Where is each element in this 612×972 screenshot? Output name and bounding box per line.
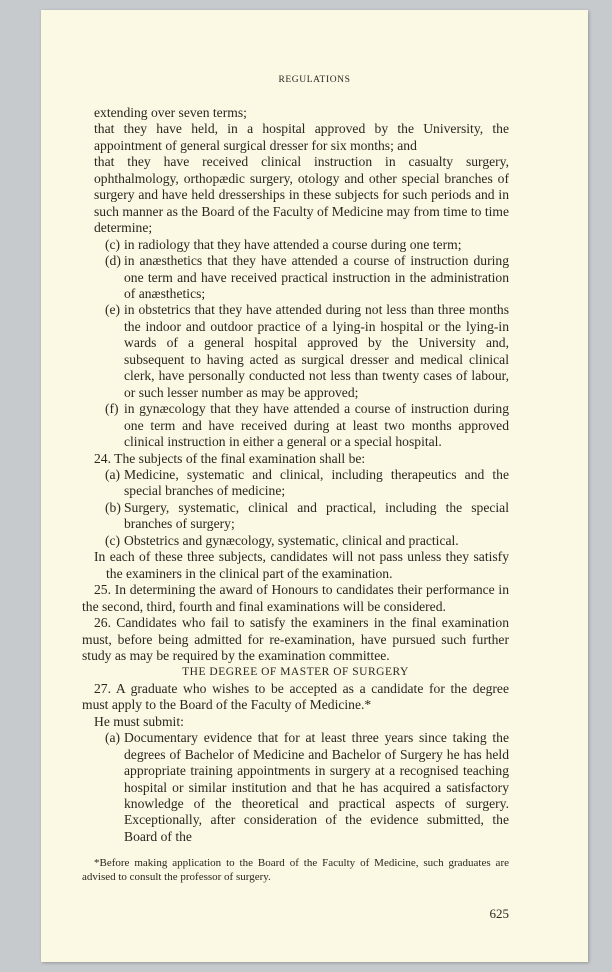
list-item-24b-surgery: [82, 500, 509, 533]
list-marker: (a): [105, 730, 121, 746]
list-item-text: Documentary evidence that for at least three years since taking the degrees of Bachelor of Medicine and Bachelor of Surgery he has held appropriate training appointments in surgery at a recognised teaching hospital or similar institution and that he has acquired a satisfactory knowledge of the theoretical and practical aspects of surgery. Exceptionally, after consideration of the evidence submitted, the Board of the: [124, 730, 509, 844]
list-item-text: in anæsthetics that they have attended a course of instruction during one term and have received practical instruction in the administration of anæsthetics;: [124, 253, 509, 301]
list-marker: (c): [105, 532, 121, 548]
footnote: [82, 857, 509, 883]
list-item-text: Surgery, systematic, clinical and practical, including the special branches of surgery;: [124, 499, 509, 532]
footnote-text: *Before making application to the Board of the Faculty of Medicine, such graduates are advised to consult the professor of surgery.: [82, 857, 509, 883]
section-25: 25. In determining the award of Honours to candidates their performance in the second, third, fourth and final examinations will be considered.: [82, 582, 509, 614]
list-item-text: Obstetrics and gynæcology, systematic, clinical and practical.: [124, 532, 459, 548]
list-item-text: Medicine, systematic and clinical, including therapeutics and the special branches of medicine;: [124, 466, 509, 499]
list-item-e-obstetrics: [82, 302, 509, 401]
list-item-text: in gynæcology that they have attended a course of instruction during one term and have received during at least two months approved clinical instruction in either a general or a special hospital.: [124, 401, 509, 450]
list-item-c-radiology: [82, 237, 509, 253]
list-item-24a-medicine: [82, 467, 509, 500]
list-marker: (f): [105, 401, 119, 417]
document-page: [41, 10, 588, 962]
list-marker: (e): [105, 302, 121, 318]
section-24-note: In each of these three subjects, candidates will not pass unless they satisfy the examiners in the clinical part of the examination.: [94, 549, 509, 581]
list-item-text: in radiology that they have attended a course during one term;: [124, 236, 462, 252]
page-number: 625: [489, 905, 509, 921]
list-marker: (c): [105, 236, 121, 252]
must-submit-line: He must submit:: [94, 713, 184, 729]
section-heading-master-of-surgery: THE DEGREE OF MASTER OF SURGERY: [182, 666, 409, 679]
list-item-d-anaesthetics: [82, 253, 509, 302]
list-marker: (a): [105, 466, 121, 482]
paragraph-clinical-instruction: that they have received clinical instruction in casualty surgery, ophthalmology, orthopædic surgery, otology and other special branches of surgery and have held dresserships in these subjects for such periods and in such manner as the Board of the Faculty of Medicine may from time to time determine;: [94, 154, 509, 236]
running-head: REGULATIONS: [278, 75, 351, 85]
section-26: 26. Candidates who fail to satisfy the examiners in the final examination must, before being admitted for re-examination, have pursued such further study as may be required by the examination committee.: [82, 615, 509, 663]
list-item-24c-obstetrics: [82, 533, 509, 549]
section-27: 27. A graduate who wishes to be accepted as a candidate for the degree must apply to the Board of the Faculty of Medicine.*: [82, 680, 509, 713]
list-item-27a-documentary-evidence: [82, 730, 509, 845]
body-text: [82, 105, 509, 845]
list-marker: (d): [105, 253, 121, 269]
paragraph-held-dresser: that they have held, in a hospital approved by the University, the appointment of general surgical dresser for six months; and: [94, 121, 509, 153]
list-item-text: in obstetrics that they have attended during not less than three months the indoor and outdoor practice of a lying-in hospital or the lying-in wards of a general hospital approved by the University and, subsequent to having acted as surgical dresser and medical clinical clerk, have personally conducted not less than twenty cases of labour, or such lesser number as may be approved;: [124, 302, 509, 400]
list-item-f-gynaecology: [82, 401, 509, 450]
section-24: 24. The subjects of the final examination shall be:: [94, 450, 366, 466]
list-marker: (b): [105, 499, 121, 515]
continuation-line: extending over seven terms;: [94, 105, 247, 120]
